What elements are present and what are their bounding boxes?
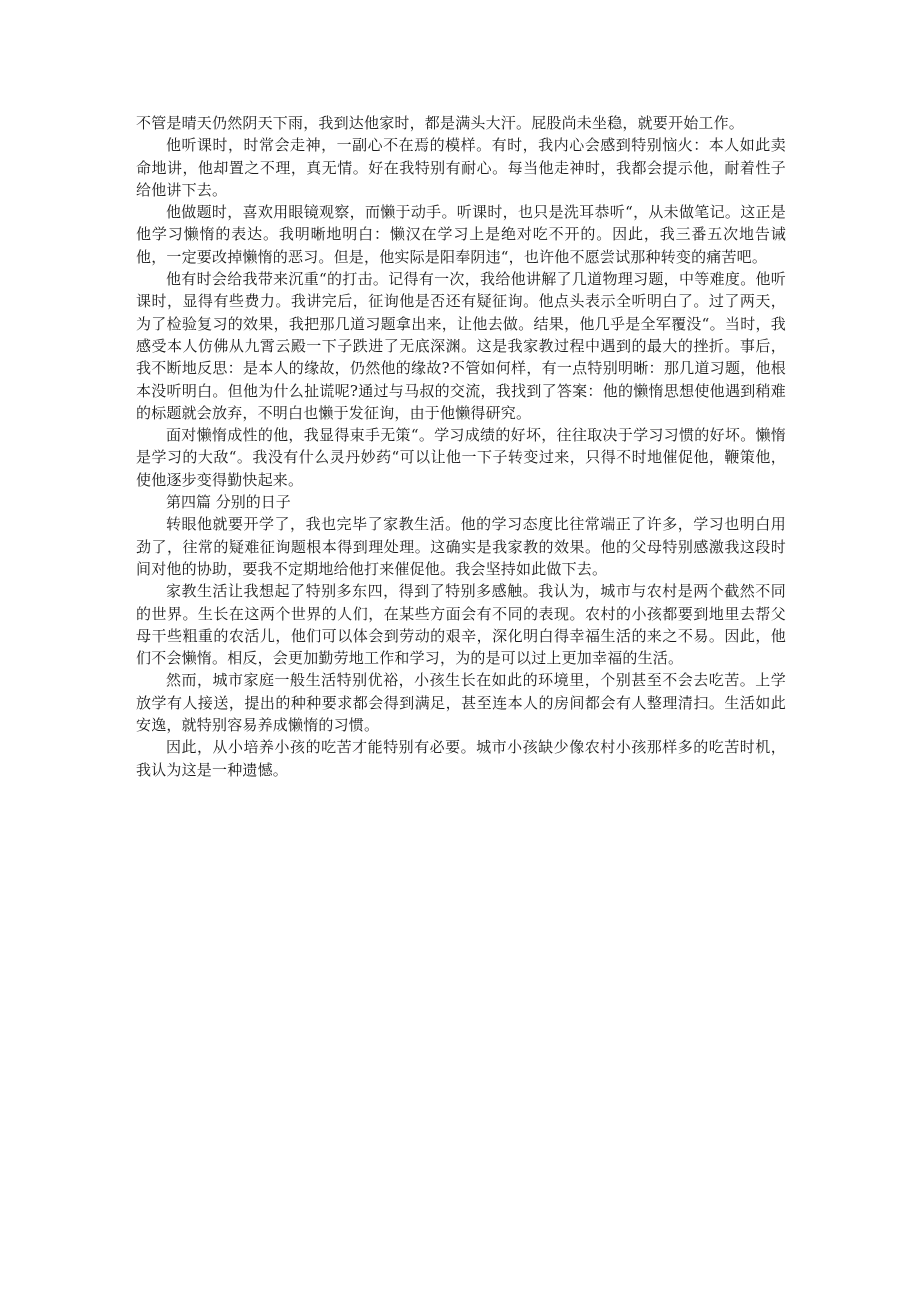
paragraph: 因此，从小培养小孩的吃苦才能特别有必要。城市小孩缺少像农村小孩那样多的吃苦时机，我认为这是一种遗憾。 (136, 738, 786, 779)
paragraph: 转眼他就要开学了，我也完毕了家教生活。他的学习态度比往常端正了许多，学习也明白用劲了，往常的疑难征询题根本得到理处理。这确实是我家教的效果。他的父母特别感激我这段时间对他的协助，要我不定期地给他打来催促他。我会坚持如此做下去。 (136, 515, 786, 578)
paragraph: 他有时会给我带来沉重“的打击。记得有一次，我给他讲解了几道物理习题，中等难度。他听课时，显得有些费力。我讲完后，征询他是否还有疑征询。他点头表示全听明白了。过了两天，为了检验复习的效果，我把那几道习题拿出来，让他去做。结果，他几乎是全军覆没“。当时，我感受本人仿佛从九霄云殿一下子跌进了无底深渊。这是我家教过程中遇到的最大的挫折。事后，我不断地反思：是本人的缘故，仍然他的缘故?不管如何样，有一点特别明晰：那几道习题，他根本没听明白。但他为什么扯谎呢?通过与马叔的交流，我找到了答案：他的懒惰思想使他遇到稍难的标题就会放弃，不明白也懒于发征询，由于他懒得研究。 (136, 270, 786, 422)
paragraph: 他听课时，时常会走神，一副心不在焉的模样。有时，我内心会感到特别恼火：本人如此卖命地讲，他却置之不理，真无情。好在我特别有耐心。每当他走神时，我都会提示他，耐着性子给他讲下去。 (136, 136, 786, 199)
document-body (136, 112, 786, 781)
paragraph: 面对懒惰成性的他，我显得束手无策“。学习成绩的好坏，往往取决于学习习惯的好坏。懒惰是学习的大敌“。我没有什么灵丹妙药“可以让他一下子转变过来，只得不时地催促他，鞭策他，使他逐步变得勤快起来。 (136, 426, 786, 489)
section-title: 第四篇 分别的日子 (166, 493, 291, 512)
paragraph: 然而，城市家庭一般生活特别优裕，小孩生长在如此的环境里，个别甚至不会去吃苦。上学放学有人接送，提出的种种要求都会得到满足，甚至连本人的房间都会有人整理清扫。生活如此安逸，就特别容易养成懒惰的习惯。 (136, 671, 786, 735)
paragraph: 不管是晴天仍然阴天下雨，我到达他家时，都是满头大汗。屁股尚未坐稳，就要开始工作。 (136, 114, 745, 132)
paragraph: 家教生活让我想起了特别多东四，得到了特别多感触。我认为，城市与农村是两个截然不同的世界。生长在这两个世界的人们，在某些方面会有不同的表现。农村的小孩都要到地里去帮父母干些粗重的农活儿，他们可以体会到劳动的艰辛，深化明白得幸福生活的来之不易。因此，他们不会懒惰。相反，会更加勤劳地工作和学习，为的是可以过上更加幸福的生活。 (136, 582, 786, 668)
paragraph: 他做题时，喜欢用眼镜观察，而懒于动手。听课时，也只是洗耳恭听“，从未做笔记。这正是他学习懒惰的表达。我明晰地明白：懒汉在学习上是绝对吃不开的。因此，我三番五次地告诫他，一定要改掉懒惰的恶习。但是，他实际是阳奉阴违“，也许他不愿尝试那种转变的痛苦吧。 (136, 203, 786, 266)
